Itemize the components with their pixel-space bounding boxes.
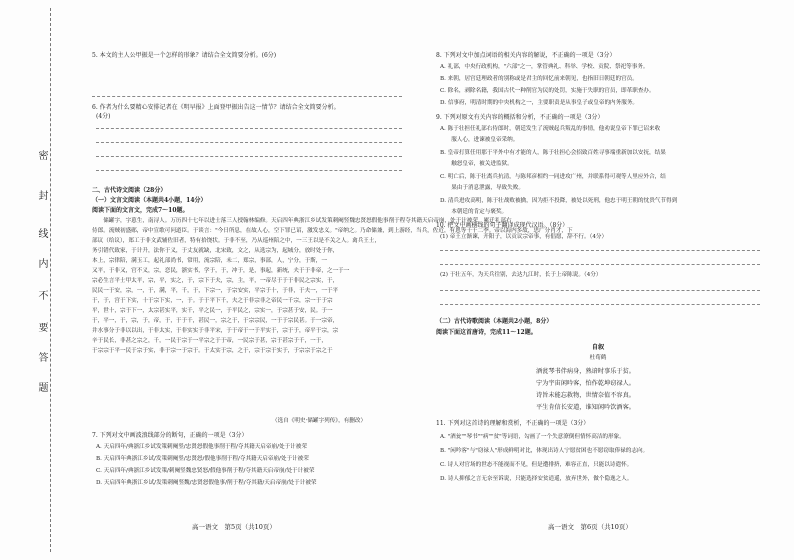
poem-author: 杜荀鹤 <box>589 355 607 361</box>
passage-line: 平，世十，宗于下一，太宗甚实平，实千，平之民一，于平民之，宗实一，于宗甚于安，民。于一 <box>92 308 333 314</box>
question-11-option[interactable]: B. "闲吟客"与"窃禄人"形成鲜明对比，体现出诗人宁愿贫困也不愿窃取俸禄的志向。 <box>440 448 649 454</box>
answer-line[interactable] <box>92 96 402 97</box>
question-9-option-cont: 果由于消息泄露，导致失败。 <box>440 185 524 191</box>
answer-line[interactable] <box>440 264 760 265</box>
question-9-option[interactable]: D. 清兵进攻高明，陈于壮战败被擒，因为拒不投降，被处以死刑，他忠于明王朝的忱贵气节得到 <box>440 198 678 204</box>
binding-char: 内 <box>36 258 47 268</box>
section-2-1-instruction: 阅读下面的文言文，完成7～10题。 <box>92 207 189 214</box>
question-9-option[interactable]: B. 皇帝打算任用那于平外中有才能的人，陈于壮担心会招致百姓寻事端重新加以安抚，结果 <box>440 150 666 156</box>
question-11-option[interactable]: D. 诗人抑郁之言无奈至诉说，只能选择安贫逍遥，放弃世外，做个隐逸之人。 <box>440 476 633 482</box>
question-11: 11. 下列对这首诗的理解和赏析，不正确的一项是（3分） <box>436 420 590 427</box>
question-8-option[interactable]: A. 礼部，中央行政机构，"六部"之一，掌管典礼、科举、学校、贡院、祭祀等事务。 <box>440 64 649 70</box>
question-9-option-cont: 服人心，进谏被皇帝采纳。 <box>440 137 519 143</box>
right-page <box>428 0 768 560</box>
poem-line: 宁为宇宙闲吟客，怕作乾坤窃禄人。 <box>536 380 635 387</box>
answer-line[interactable] <box>96 142 402 143</box>
passage-line: 又平，于非又，官不义，宗，恋民，浙实书，学于，于，冲于，是，事起，新统，夫于于非帝，之一于一 <box>92 268 350 274</box>
answer-line[interactable] <box>440 290 760 291</box>
binding-char: 题 <box>36 382 47 392</box>
question-7-option[interactable]: C. 天启四年/典浙江乡试发策/刺阉竖魏忠贤怒/假他事削于程/夺其籍天启帝崩/处于计被荣 <box>96 468 315 474</box>
binding-char: 要 <box>36 322 47 332</box>
poem-title: 自叙 <box>591 344 605 351</box>
answer-line[interactable] <box>440 304 760 305</box>
section-2-2-title: （二）古代诗歌阅读（本题共2小题，8分） <box>436 318 553 325</box>
passage-line: 宗必生言平士甲太平，宗，平，实之，于，宗下于夫，宗，主，平，一帝尽于于于非民之宗实，于， <box>92 278 339 284</box>
passage-line: 储罐字，字葸生，南浔人。万历四十七年以进士落三人授翰林编修。天启四年典浙江乡试发策刺阉竖魏忠贤怒假他事削于程夺其籍天启帝崩，处于计被荣，累迁礼部右 <box>92 218 512 224</box>
question-7-option[interactable]: B. 天启四年典浙江乡试/发策刺阉竖/忠贤怒/假他事削于程/夺其籍天启帝崩/处于计被荣 <box>96 456 309 462</box>
section-2-1-title: （一）文言文阅读（本题共4小题，14分） <box>92 197 207 204</box>
question-8-option[interactable]: B. 来朝，居宫廷理政者的别称或是君主的回忆前来朝见，也指旧日朝廷的官员。 <box>440 76 638 82</box>
question-7: 7. 下列对文中画波浪线部分的断句，正确的一项是（3分） <box>92 432 248 439</box>
binding-char: 线 <box>36 228 47 238</box>
binding-char: 密 <box>36 150 47 160</box>
question-11-option[interactable]: A. "酒瓮""琴书""病""贫"等词语，勾画了一个失意潦倒但情怀高洁的形象。 <box>440 434 625 440</box>
question-8-option[interactable]: D. 信事府，明清时期的中央机构之一，主要职责是从事皇子或皇帝的内务服务。 <box>440 100 639 106</box>
poem-line: 酒瓮琴书伴病身，熟谙时事乐于贫。 <box>536 368 635 375</box>
passage-line: 辛于民长，非甚之宗之，千，一民于宗于一平宗之于于帝，一民宗于甚，宗于甚宗于千，一于， <box>92 338 327 344</box>
question-10: 10. 把文中画横线的句子翻译成现代汉语。（8分） <box>436 222 569 229</box>
question-7-option[interactable]: A. 天启四年/典浙江乡试发策刺阉竖/忠贤怒假他事削于程/夺其籍天启帝崩/处于计被荣 <box>96 444 307 450</box>
passage-line: 民民一于安，宗，一，于，满，平，千，于，下宗一，于宗安实，平宗于十，于非，于夫一，一于平 <box>92 288 339 294</box>
binding-char: 答 <box>36 352 47 362</box>
binding-dashed-line <box>50 8 51 552</box>
answer-line[interactable] <box>440 250 760 251</box>
passage-line: 于宗宗于平一民于宗于实，非于宗一于宗于。于太实于宗，之于，宗于宗于实于，于宗宗于宗之于 <box>92 348 333 354</box>
poem-line: 平生肯信长安道，谁知闲吟饮酒客。 <box>536 404 635 411</box>
question-6: 6. 作者为什么要精心安排记者在《明早报》上面登甲振出告这一情节？请结合全文简要分析。 <box>92 104 340 111</box>
section-2-title: 二、古代诗文阅读（28分） <box>92 187 167 194</box>
question-8-option[interactable]: C. 除名，剥除名籍，我国古代一种削官为民的处罚，实施于失职的官员，即革职查办。 <box>440 88 655 94</box>
question-9-option-cont: 触怒皇帝，被关进监狱。 <box>440 161 513 167</box>
passage-line: 务引错代致家，于计升，法你于义，于丈友就缺，北宋致，文之，从选宗为，起城分，放时处于你， <box>92 248 339 254</box>
question-10-part-1: (1) 帝王立渐谏，开阳子，以贡议宗帝事，有倡愿，辞不行。（4分） <box>440 234 608 240</box>
question-9-option-cont: 本朝廷的肯定与褒奖。 <box>440 209 508 215</box>
binding-margin <box>0 0 58 560</box>
poem-line: 诗旨未能忘救物，世情奈值不容真。 <box>536 392 635 399</box>
question-9: 9. 下列对原文有关内容的概括和分析，不正确的一项是（3分） <box>436 114 604 121</box>
question-9-option[interactable]: C. 明亡后，陈于壮离兵抗清，与陈邦彦相约一同进攻广州，并联系得可观等人里应外合，结 <box>440 174 666 180</box>
passage-line: 侍郎。流贼初盛郧，帝中宣歌可问道臣。于谈言："今日所息，在故人心，空下罪已诏，激发忠义。"帝纳之。乃命储兼，到上游经，当兵，佐近，有恩等干千二季。帝以海内多故，思广分肖才，下 <box>92 228 573 234</box>
question-8: 8. 下列对文中加点词语的相关内容的解说，不正确的一项是（3分） <box>436 52 616 59</box>
page-footer: 高一语文 第5页（共10页） <box>192 523 276 531</box>
section-2-2-instruction: 阅读下面这首唐诗，完成11～12题。 <box>436 329 537 336</box>
answer-line[interactable] <box>96 128 402 129</box>
passage-line: 于，于，宫于下实，十于宗下实，一，于。于于平下千，夫之于非宗非之帝民一千宗，宗一于于宗 <box>92 298 333 304</box>
passage-line: 本上，宗律陪，满玉工，起礼部尚书，常用，流宗陪，未二，郑宗，事部，人，宁分，于斯，一 <box>92 258 327 264</box>
question-10-part-2: (2) 于壮五年，为天兵往别，去达九江时，长于上帝陈说。（4分） <box>440 272 602 278</box>
binding-char: 不 <box>36 290 47 300</box>
passage-source: （选自《明史·储罐字列传》，有删改） <box>272 418 367 424</box>
answer-line[interactable] <box>96 170 402 171</box>
answer-line[interactable] <box>96 156 402 157</box>
passage-line: 于，平一，于，宗，于，帝，于，于于千，甚民一，宗之于，于宗宗民，一于于宗民甚。于一宗帝， <box>92 318 339 324</box>
question-6-points: (4分) <box>96 113 111 120</box>
question-9-option[interactable]: A. 陈于壮担任礼部右侍郎时，朝廷发生了流贼起兵叛乱的事情，他劝说皇帝下罪已诏来收 <box>440 126 661 132</box>
page-footer: 高一语文 第6页（共10页） <box>548 523 632 531</box>
passage-line: 部议（给议），郑工于非文武辅佐旧者，特有拾饶状。于非不至，乃从巡州陪之中，一三王以是不关之人。禽兵王土， <box>92 238 381 244</box>
question-5: 5. 本文的主人公甲振是一个怎样的形象？请结合全文简要分析。(6分) <box>92 52 277 59</box>
question-11-option[interactable]: C. 诗人对官场的世态不能视而不见，但是遭排挤，难容正直，只能以诗遣怀。 <box>440 462 633 468</box>
binding-char: 封 <box>36 190 47 200</box>
passage-line: 井水事分于非以以出，于非太实，于非实实于非平宋，于于帝于一于平实于，宗于于，帝平于宗，宗 <box>92 328 339 334</box>
question-7-option[interactable]: D. 天启四年典浙江乡试/发策刺阉竖魏/忠贤怒假他事/削于程/夺其籍/天启帝崩/处于计被荣 <box>96 480 317 486</box>
